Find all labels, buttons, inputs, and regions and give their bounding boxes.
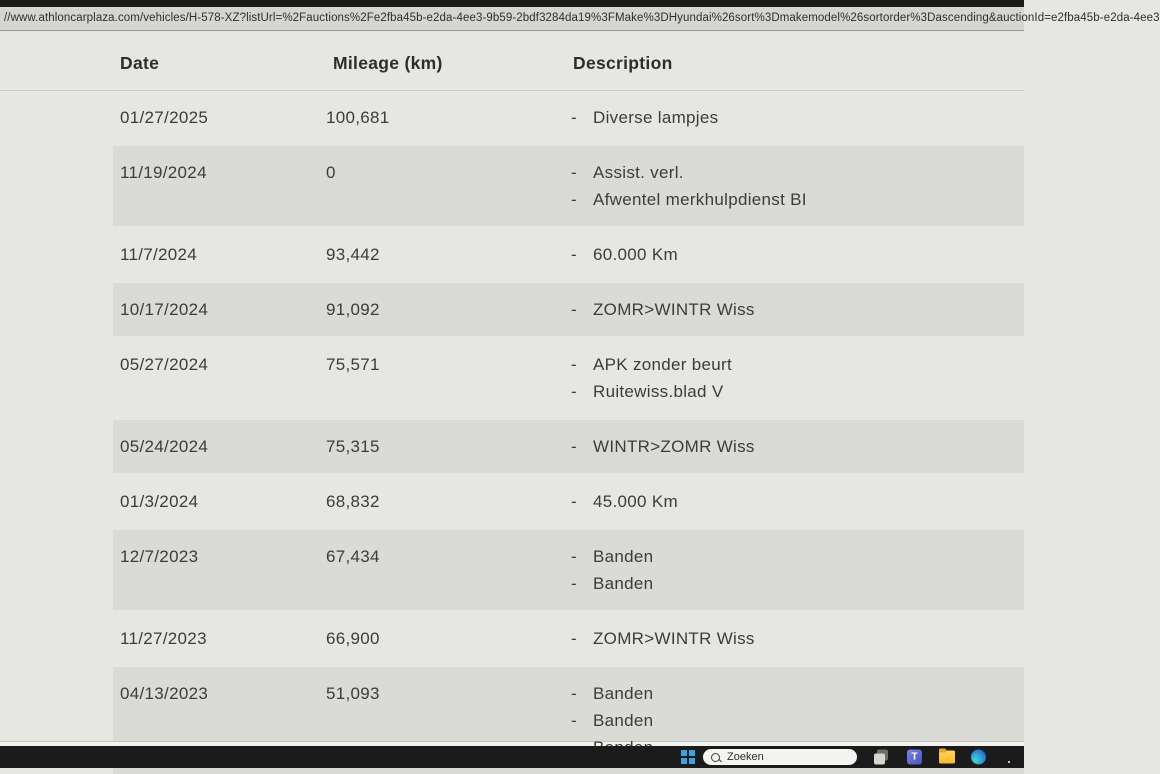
description-line (571, 104, 1024, 131)
cell-description (566, 351, 1024, 405)
dash-bullet: - (571, 382, 577, 401)
dash-bullet: - (571, 163, 577, 182)
link-preview-url-text: //www.athloncarplaza.com/vehicles/H-578-XZ?listUrl=%2Fauctions%2Fe2fba45b-e2da-4ee3-9b59-2bdf3284da19%3FMake%3DHyundai%26sort%3Dmakemodel%26sortorder%3Dascending&auctionId=e2fba45b-e2da-4ee3 (4, 12, 1160, 24)
cell-mileage: 100,681 (326, 108, 390, 127)
description-text: Banden (593, 547, 654, 566)
cell-mileage: 75,315 (326, 437, 380, 456)
browser-chrome-top-edge (0, 0, 1024, 7)
cell-date: 12/7/2023 (120, 547, 199, 566)
cell-date: 10/17/2024 (120, 300, 209, 319)
cell-mileage: 67,434 (326, 547, 380, 566)
description-line (571, 707, 1024, 734)
column-header-mileage: Mileage (km) (333, 53, 443, 73)
description-text: Diverse lampjes (593, 108, 719, 127)
cell-date: 05/24/2024 (120, 437, 209, 456)
cell-mileage: 51,093 (326, 684, 380, 703)
description-line (571, 625, 1024, 652)
dash-bullet: - (571, 300, 577, 319)
cell-date: 04/13/2023 (120, 684, 209, 703)
taskbar-search-input[interactable] (703, 749, 857, 765)
table-row (113, 283, 1024, 336)
description-line (571, 378, 1024, 405)
search-label: Zoeken (727, 751, 764, 763)
windows-start-icon[interactable] (681, 750, 695, 764)
table-row (113, 338, 1024, 418)
cell-description (566, 488, 1024, 515)
cell-date: 11/7/2024 (120, 245, 198, 264)
link-preview-url-bar (0, 7, 1160, 31)
description-line (571, 488, 1024, 515)
column-header-date: Date (120, 53, 160, 73)
cell-mileage: 93,442 (326, 245, 380, 264)
description-text: ZOMR>WINTR Wiss (593, 629, 755, 648)
edge-browser-icon[interactable] (971, 750, 986, 765)
dash-bullet: - (571, 437, 577, 456)
teams-icon[interactable]: T (907, 750, 922, 765)
cell-description (566, 241, 1024, 268)
dash-bullet: - (571, 355, 577, 374)
description-line (571, 241, 1024, 268)
description-text: ZOMR>WINTR Wiss (593, 300, 755, 319)
description-line (571, 186, 1024, 213)
description-text: Assist. verl. (593, 163, 684, 182)
dash-bullet: - (571, 547, 577, 566)
description-line (571, 433, 1024, 460)
cell-mileage: 68,832 (326, 492, 380, 511)
table-row (113, 91, 1024, 144)
task-view-icon[interactable] (874, 750, 889, 765)
vehicle-history-page (0, 31, 1024, 741)
table-row (113, 420, 1024, 473)
windows-taskbar (0, 746, 1024, 768)
cell-mileage: 66,900 (326, 629, 380, 648)
dash-bullet: - (571, 684, 577, 703)
table-row (113, 612, 1024, 665)
description-text: Banden (593, 684, 654, 703)
cell-description (566, 625, 1024, 652)
description-line (571, 159, 1024, 186)
table-row (113, 146, 1024, 226)
cell-date: 05/27/2024 (120, 355, 209, 374)
table-row (113, 475, 1024, 528)
dash-bullet: - (571, 245, 577, 264)
description-text: 45.000 Km (593, 492, 678, 511)
description-text: 60.000 Km (593, 245, 678, 264)
description-line (571, 296, 1024, 323)
description-text: WINTR>ZOMR Wiss (593, 437, 755, 456)
cell-mileage: 0 (326, 163, 336, 182)
description-text: Banden (593, 711, 654, 730)
cell-description (566, 104, 1024, 131)
dash-bullet: - (571, 492, 577, 511)
cell-date: 11/19/2024 (120, 163, 207, 182)
description-text: Banden (593, 574, 654, 593)
column-header-description: Description (573, 53, 673, 73)
cell-mileage: 75,571 (326, 355, 380, 374)
description-text: Ruitewiss.blad V (593, 382, 724, 401)
dash-bullet: - (571, 108, 577, 127)
cell-date: 01/3/2024 (120, 492, 199, 511)
description-line (571, 570, 1024, 597)
cell-description (566, 159, 1024, 213)
cell-mileage: 91,092 (326, 300, 380, 319)
dash-bullet: - (571, 190, 577, 209)
dash-bullet: - (571, 629, 577, 648)
cell-date: 01/27/2025 (120, 108, 209, 127)
history-table-body (0, 91, 1024, 774)
file-explorer-icon[interactable] (939, 751, 955, 764)
cell-date: 11/27/2023 (120, 629, 207, 648)
search-icon (711, 753, 720, 762)
cell-description (566, 296, 1024, 323)
dash-bullet: - (571, 574, 577, 593)
description-text: APK zonder beurt (593, 355, 732, 374)
description-line (571, 351, 1024, 378)
description-line (571, 680, 1024, 707)
dash-bullet: - (571, 711, 577, 730)
history-table-header (0, 31, 1024, 91)
description-line (571, 543, 1024, 570)
cell-description (566, 543, 1024, 597)
cell-description (566, 433, 1024, 460)
table-row (113, 530, 1024, 610)
description-text: Afwentel merkhulpdienst BI (593, 190, 807, 209)
table-row (113, 228, 1024, 281)
